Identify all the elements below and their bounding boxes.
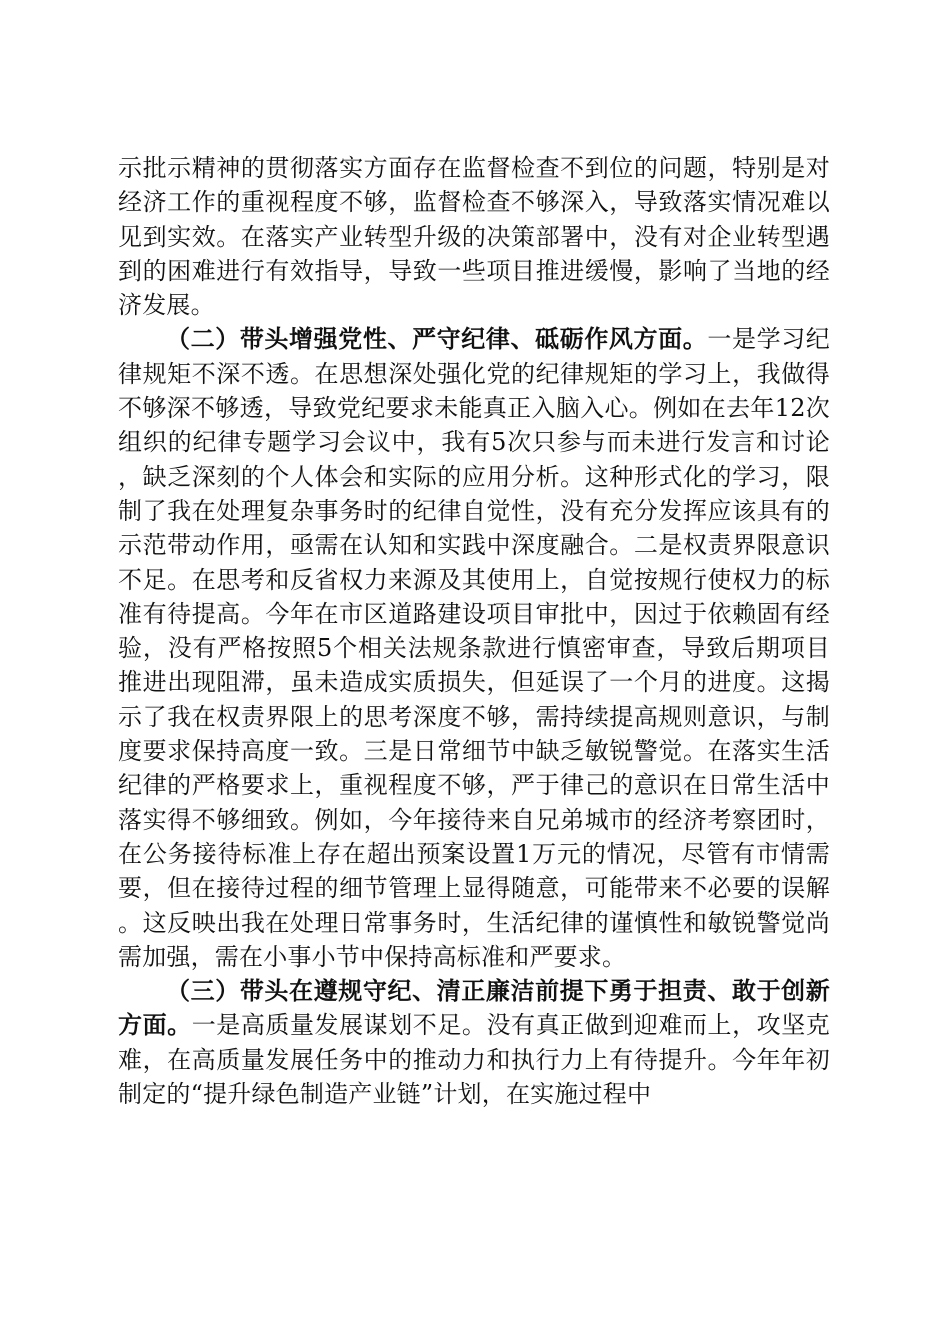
paragraph-1-body: 示批示精神的贯彻落实方面存在监督检查不到位的问题，特别是对经济工作的重视程度不够，监督检查不够深入，导致落实情况难以见到实效。在落实产业转型升级的决策部署中，没有对企业转型遇到的困难进行有效指导，导致一些项目推进缓慢，影响了当地的经济发展。 [118,154,830,320]
paragraph-2-body: 一是学习纪律规矩不深不透。在思想深处强化党的纪律规矩的学习上，我做得不够深不够透，导致党纪要求未能真正入脑入心。例如在去年12次组织的纪律专题学习会议中，我有5次只参与而未进行发言和讨论，缺乏深刻的个人体会和实际的应用分析。这种形式化的学习，限制了我在处理复杂事务时的纪律自觉性，没有充分发挥应该具有的示范带动作用，亟需在认知和实践中深度融合。二是权责界限意识不足。在思考和反省权力来源及其使用上，自觉按规行使权力的标准有待提高。今年在市区道路建设项目审批中，因过于依赖固有经验，没有严格按照5个相关法规条款进行慎密审查，导致后期项目推进出现阻滞，虽未造成实质损失，但延误了一个月的进度。这揭示了我在权责界限上的思考深度不够，需持续提高规则意识，与制度要求保持高度一致。三是日常细节中缺乏敏锐警觉。在落实生活纪律的严格要求上，重视程度不够，严于律己的意识在日常生活中落实得不够细致。例如，今年接待来自兄弟城市的经济考察团时，在公务接待标准上存在超出预案设置1万元的情况，尽管有市情需要，但在接待过程的细节管理上显得随意，可能带来不必要的误解。这反映出我在处理日常事务时，生活纪律的谨慎性和敏锐警觉尚需加强，需在小事小节中保持高标准和严要求。 [118,325,831,971]
document-page [118,151,830,1111]
section-heading-2: （二）带头增强党性、严守纪律、砥砺作风方面。 [166,324,708,354]
paragraph-1 [118,151,830,322]
paragraph-3 [118,974,830,1111]
section-heading-3: （三）带头在遵规守纪、清正廉洁前提下勇于担责、敢于创新方面。 [118,976,830,1040]
paragraph-3-body: 一是高质量发展谋划不足。没有真正做到迎难而上，攻坚克难，在高质量发展任务中的推动力和执行力上有待提升。今年年初制定的“提升绿色制造产业链”计划，在实施过程中 [118,1011,830,1109]
paragraph-2 [118,322,830,974]
